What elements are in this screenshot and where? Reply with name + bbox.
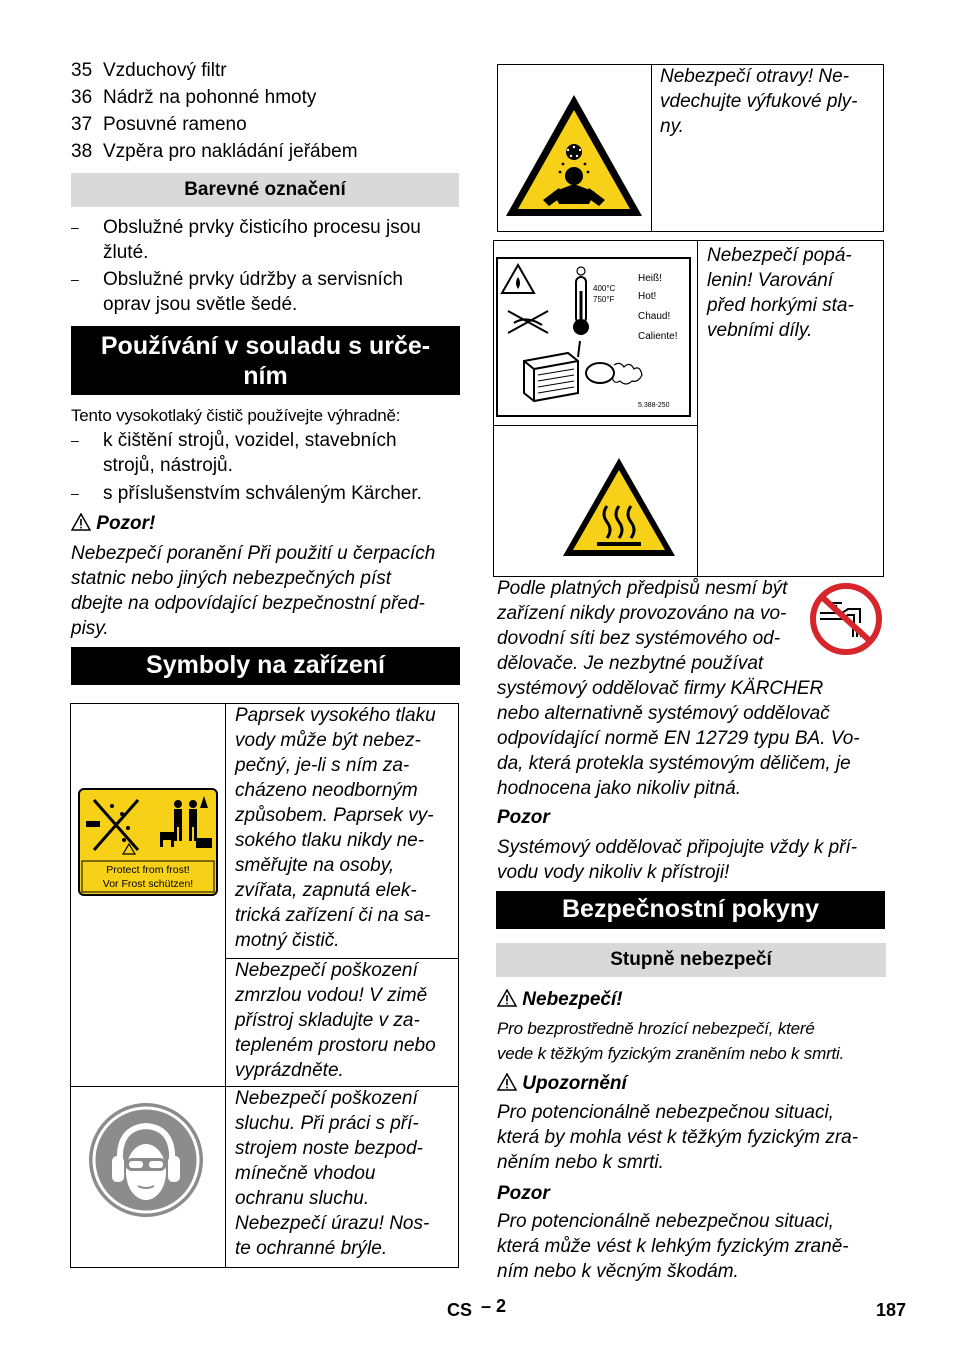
symbols-heading: Symboly na zařízení	[71, 647, 460, 685]
danger-description: Pro bezprostředně hrozící nebezpečí, které vede k těžkým fyzickým zraněním nebo k smrti.	[497, 1019, 845, 1063]
poison-warning-text: Nebezpečí otravy! Ne- vdechujte výfukové ply- ny.	[660, 66, 858, 137]
warning-label: Upozornění	[497, 1071, 627, 1096]
page-number: 187	[876, 1300, 907, 1320]
color-marking-heading: Barevné označení	[71, 173, 459, 207]
warning-triangle-icon	[71, 513, 91, 531]
burn-warning-text: Nebezpečí popá- lenin! Varování před horkými sta- vebními díly.	[707, 245, 854, 341]
caution-label: Pozor	[497, 1183, 550, 1204]
hot-word-fr: Chaud!	[638, 311, 671, 322]
list-item: 35 Vzduchový filtr	[71, 60, 227, 81]
list-item: 38 Vzpěra pro nakládání jeřábem	[71, 141, 358, 162]
hearing-protection-text: Nebezpečí poškození sluchu. Při práci s pří- strojem noste bezpod- mínečně vhodou ochranu sluchu. Nebezpečí úrazu! Nos- te ochranné brýle.	[235, 1088, 430, 1259]
toxic-gas-warning-icon	[503, 92, 645, 219]
intended-use-heading: Používání v souladu s urče- ním	[71, 326, 460, 395]
pozor-separator-text: Systémový oddělovač připojujte vždy k pří- vodu vody nikoliv k přístroji!	[497, 837, 858, 883]
hot-surface-warning-icon	[561, 456, 677, 558]
safety-instructions-heading: Bezpečnostní pokyny	[496, 891, 885, 929]
list-item: – k čištění strojů, vozidel, stavebních strojů, nástrojů.	[71, 430, 397, 476]
hot-word-es: Caliente!	[638, 331, 678, 342]
danger-levels-heading: Stupně nebezpečí	[496, 943, 886, 977]
warning-description: Pro potencionálně nebezpečnou situaci, která by mohla vést k těžkým fyzickým zra- něním nebo k smrti.	[497, 1102, 859, 1173]
caution-description: Pro potencionálně nebezpečnou situaci, která může vést k lehkým fyzickým zraně- ním nebo k věcným škodám.	[497, 1211, 849, 1282]
high-pressure-jet-text: Paprsek vysokého tlaku vody může být nebez- pečný, je-li s ním za- cházeno neodborným způsobem. Paprsek vy- sokého tlaku nikdy ne- směřujte na osoby, zvířata, zapnutá elek- trická zařízení či na sa- motný čistič.	[235, 705, 436, 951]
list-item: – Obslužné prvky čisticího procesu jsou žluté.	[71, 217, 421, 263]
danger-label: Nebezpečí!	[497, 987, 623, 1012]
frost-label-line2: Vor Frost schützen!	[102, 878, 194, 890]
hearing-and-eye-protection-icon	[88, 1102, 204, 1218]
list-item: – s příslušenstvím schváleným Kärcher.	[71, 483, 422, 504]
pozor-warning-text: Nebezpečí poranění Při použití u čerpacích statnic nebo jiných nebezpečných píst dbejte na odpovídající bezpečnostní před- pisy.	[71, 543, 436, 639]
pozor-label: Pozor	[497, 807, 550, 828]
hot-label-fahrenheit: 750°F	[593, 295, 615, 304]
pozor-warning-label: Pozor!	[71, 511, 155, 536]
list-item: 37 Posuvné rameno	[71, 114, 247, 135]
hot-label-code: 5.388-250	[638, 402, 670, 409]
footer-language: CS – 2	[447, 1296, 507, 1320]
system-separator-text: Podle platných předpisů nesmí být zařízení nikdy provozováno na vo- dovodní síti bez systémového od- dělovače. Je nezbytné používat systémový oddělovač firmy KÄRCHER nebo alternativně systémový oddělovač odpovídající normě EN 12729 typu BA. Vo- da, která protekla systémovým děličem, je hodnocena jako nikoliv pitná.	[497, 578, 860, 799]
high-pressure-jet-warning-label	[78, 788, 218, 896]
hot-word-de: Heiß!	[638, 273, 662, 284]
hot-label-celsius: 400°C	[593, 284, 616, 293]
warning-triangle-icon	[497, 989, 517, 1007]
intended-use-intro: Tento vysokotlaký čistič používejte výhradně:	[71, 406, 401, 425]
hot-surface-label	[496, 257, 691, 417]
list-item: 36 Nádrž na pohonné hmoty	[71, 87, 317, 108]
list-item: – Obslužné prvky údržby a servisních oprav jsou světle šedé.	[71, 269, 403, 315]
warning-triangle-icon	[497, 1073, 517, 1091]
frost-label-line1: Protect from frost!	[106, 864, 190, 876]
frost-damage-text: Nebezpečí poškození zmrzlou vodou! V zimě přístroj skladujte v za- tepleném prostoru nebo vyprázdněte.	[235, 960, 436, 1081]
hot-word-en: Hot!	[638, 291, 657, 302]
